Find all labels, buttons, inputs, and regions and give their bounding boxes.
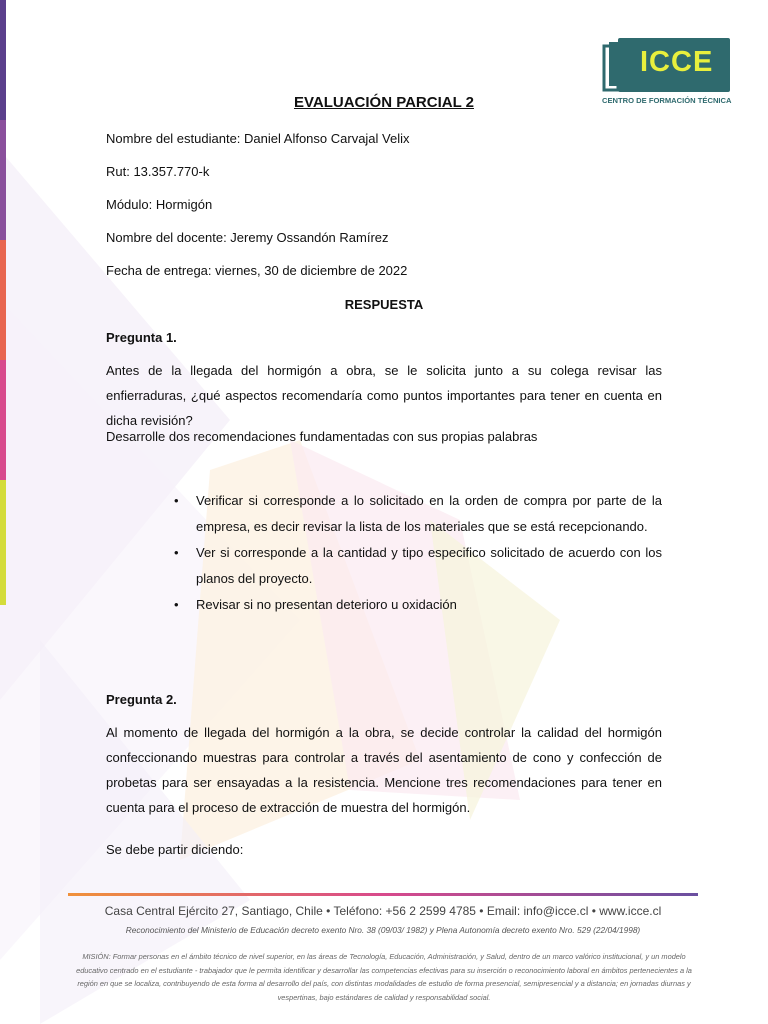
logo-text: ICCE (640, 46, 714, 78)
list-item-text: Verificar si corresponde a lo solicitado en la orden de compra por parte de la empresa, es decir revisar la lista de los materiales que se está recepcionando. (196, 493, 662, 534)
student-name: Nombre del estudiante: Daniel Alfonso Carvajal Velix (106, 131, 410, 146)
stripe-segment (0, 120, 6, 240)
answer-heading: RESPUESTA (344, 297, 424, 312)
module-name: Módulo: Hormigón (106, 197, 213, 212)
footer-recognition: Reconocimiento del Ministerio de Educación decreto exento Nro. 38 (09/03/ 1982) y Plena Autonomía decreto exento Nro. 529 (22/04/1998) (125, 925, 641, 935)
bullet-icon: • (174, 545, 179, 560)
question-1-answers (174, 488, 662, 618)
stripe-segment (0, 240, 6, 360)
list-item (174, 488, 662, 540)
page-title: EVALUACIÓN PARCIAL 2 (293, 94, 474, 111)
list-item (174, 540, 662, 592)
question-1-text: Antes de la llegada del hormigón a obra, se le solicita junto a su colega revisar las enfierraduras, ¿qué aspectos recomendaría como puntos importantes para tener en cuenta en dicha revisión? (106, 363, 662, 428)
list-item (174, 592, 662, 618)
question-1-label: Pregunta 1. (106, 330, 177, 345)
stripe-segment (0, 480, 6, 605)
bullet-icon: • (174, 493, 179, 508)
bullet-icon: • (174, 597, 179, 612)
footer-mission: MISIÓN: Formar personas en el ámbito técnico de nivel superior, en las áreas de Tecnología, Educación, Administración, y Salud, dentro de un marco valórico institucional, y un modelo educativo centrado en el estudiante - trabajador que le permita identificar y desarrollar las competencias efectivas para su inserción o reconocimiento laboral en ámbitos pertenecientes a la región en que se localiza, contribuyendo de esta forma al desarrollo del país, con distintas modalidades de estudio de forma presencial, semipresencial y a distancia; en jornadas diurnas y vespertinas, bajo estándares de calidad y responsabilidad social. (76, 952, 692, 1002)
question-2-label: Pregunta 2. (106, 692, 177, 707)
list-item-text: Revisar si no presentan deterioro u oxidación (196, 597, 457, 612)
list-item-text: Ver si corresponde a la cantidad y tipo especifico solicitado de acuerdo con los planos del proyecto. (196, 545, 662, 586)
logo-subtitle: CENTRO DE FORMACIÓN TÉCNICA (602, 96, 732, 105)
footer-contact: Casa Central Ejército 27, Santiago, Chile • Teléfono: +56 2 2599 4785 • Email: info@icce.cl • www.icce.cl (104, 904, 662, 918)
answer-start: Se debe partir diciendo: (106, 842, 244, 857)
stripe-segment (0, 0, 6, 120)
color-stripe (0, 0, 6, 605)
footer-divider (68, 893, 698, 896)
stripe-segment (0, 360, 6, 480)
student-rut: Rut: 13.357.770-k (106, 164, 210, 179)
question-1-instruction: Desarrolle dos recomendaciones fundamentadas con sus propias palabras (106, 429, 538, 444)
question-2-text: Al momento de llegada del hormigón a la obra, se decide controlar la calidad del hormigón confeccionando muestras para controlar a través del asentamiento de cono y confección de probetas para ser ensayadas a la resistencia. Mencione tres recomendaciones para tener en cuenta para el proceso de extracción de muestra del hormigón. (106, 725, 662, 815)
due-date: Fecha de entrega: viernes, 30 de diciembre de 2022 (106, 263, 408, 278)
teacher-name: Nombre del docente: Jeremy Ossandón Ramírez (106, 230, 389, 245)
